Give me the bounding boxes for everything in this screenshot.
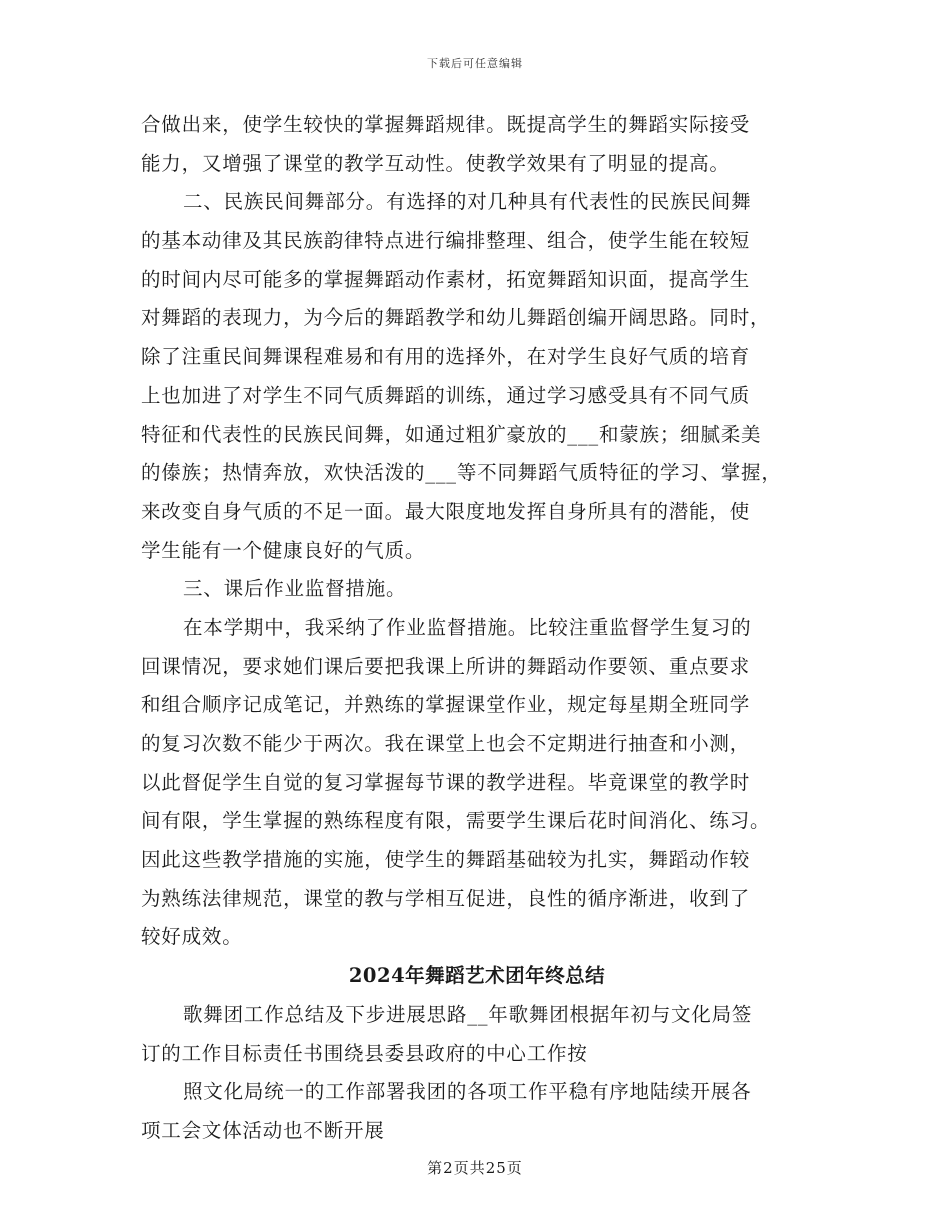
body-line: 合做出来，使学生较快的掌握舞蹈规律。既提高学生的舞蹈实际接受 [141, 113, 751, 136]
body-line: 对舞蹈的表现力，为今后的舞蹈教学和幼儿舞蹈创编开阔思路。同时， [141, 306, 771, 330]
document-title: 2024年舞蹈艺术团年终总结 [348, 964, 606, 988]
page-number: 第2页共25页 [427, 1159, 523, 1177]
body-line: 特征和代表性的民族民间舞，如通过粗犷豪放的___和蒙族；细腻柔美 [141, 422, 762, 446]
section-heading-folk-dance: 二、民族民间舞部分。有选择的对几种具有代表性的民族民间舞 [183, 190, 752, 214]
body-line: 的基本动律及其民族韵律特点进行编排整理、组合，使学生能在较短 [141, 229, 751, 253]
body-line: 除了注重民间舞课程难易和有用的选择外，在对学生良好气质的培育 [141, 345, 751, 369]
body-line: 学生能有一个健康良好的气质。 [141, 538, 426, 562]
body-line: 较好成效。 [141, 925, 243, 949]
body-line: 上也加进了对学生不同气质舞蹈的训练，通过学习感受具有不同气质 [141, 383, 751, 407]
body-line: 歌舞团工作总结及下步进展思路__年歌舞团根据年初与文化局签 [183, 1002, 753, 1026]
body-line: 的复习次数不能少于两次。我在课堂上也会不定期进行抽查和小测， [141, 732, 751, 755]
body-line: 和组合顺序记成笔记，并熟练的掌握课堂作业，规定每星期全班同学 [141, 693, 751, 717]
body-line: 间有限，学生掌握的熟练程度有限，需要学生课后花时间消化、练习。 [141, 809, 771, 833]
page-header: 下载后可任意编辑 [427, 57, 523, 70]
body-line: 回课情况，要求她们课后要把我课上所讲的舞蹈动作要领、重点要求 [141, 654, 751, 678]
body-line: 来改变自身气质的不足一面。最大限度地发挥自身所具有的潜能，使 [141, 499, 751, 523]
body-line: 在本学期中，我采纳了作业监督措施。比较注重监督学生复习的 [183, 615, 752, 639]
body-line: 的时间内尽可能多的掌握舞蹈动作素材，拓宽舞蹈知识面，提高学生 [141, 267, 751, 291]
body-line: 订的工作目标责任书围绕县委县政府的中心工作按 [141, 1041, 588, 1065]
body-line: 以此督促学生自觉的复习掌握每节课的教学进程。毕竟课堂的教学时 [141, 770, 751, 794]
body-line: 能力，又增强了课堂的教学互动性。使教学效果有了明显的提高。 [141, 151, 730, 175]
body-line: 因此这些教学措施的实施，使学生的舞蹈基础较为扎实，舞蹈动作较 [141, 848, 751, 872]
body-line: 照文化局统一的工作部署我团的各项工作平稳有序地陆续开展各 [183, 1080, 752, 1104]
section-heading-homework: 三、课后作业监督措施。 [183, 577, 407, 601]
body-line: 为熟练法律规范，课堂的教与学相互促进，良性的循序渐进，收到了 [141, 886, 751, 910]
body-line: 的傣族；热情奔放，欢快活泼的___等不同舞蹈气质特征的学习、掌握， [141, 461, 782, 485]
body-line: 项工会文体活动也不断开展 [141, 1118, 385, 1142]
document-body [141, 106, 813, 1151]
